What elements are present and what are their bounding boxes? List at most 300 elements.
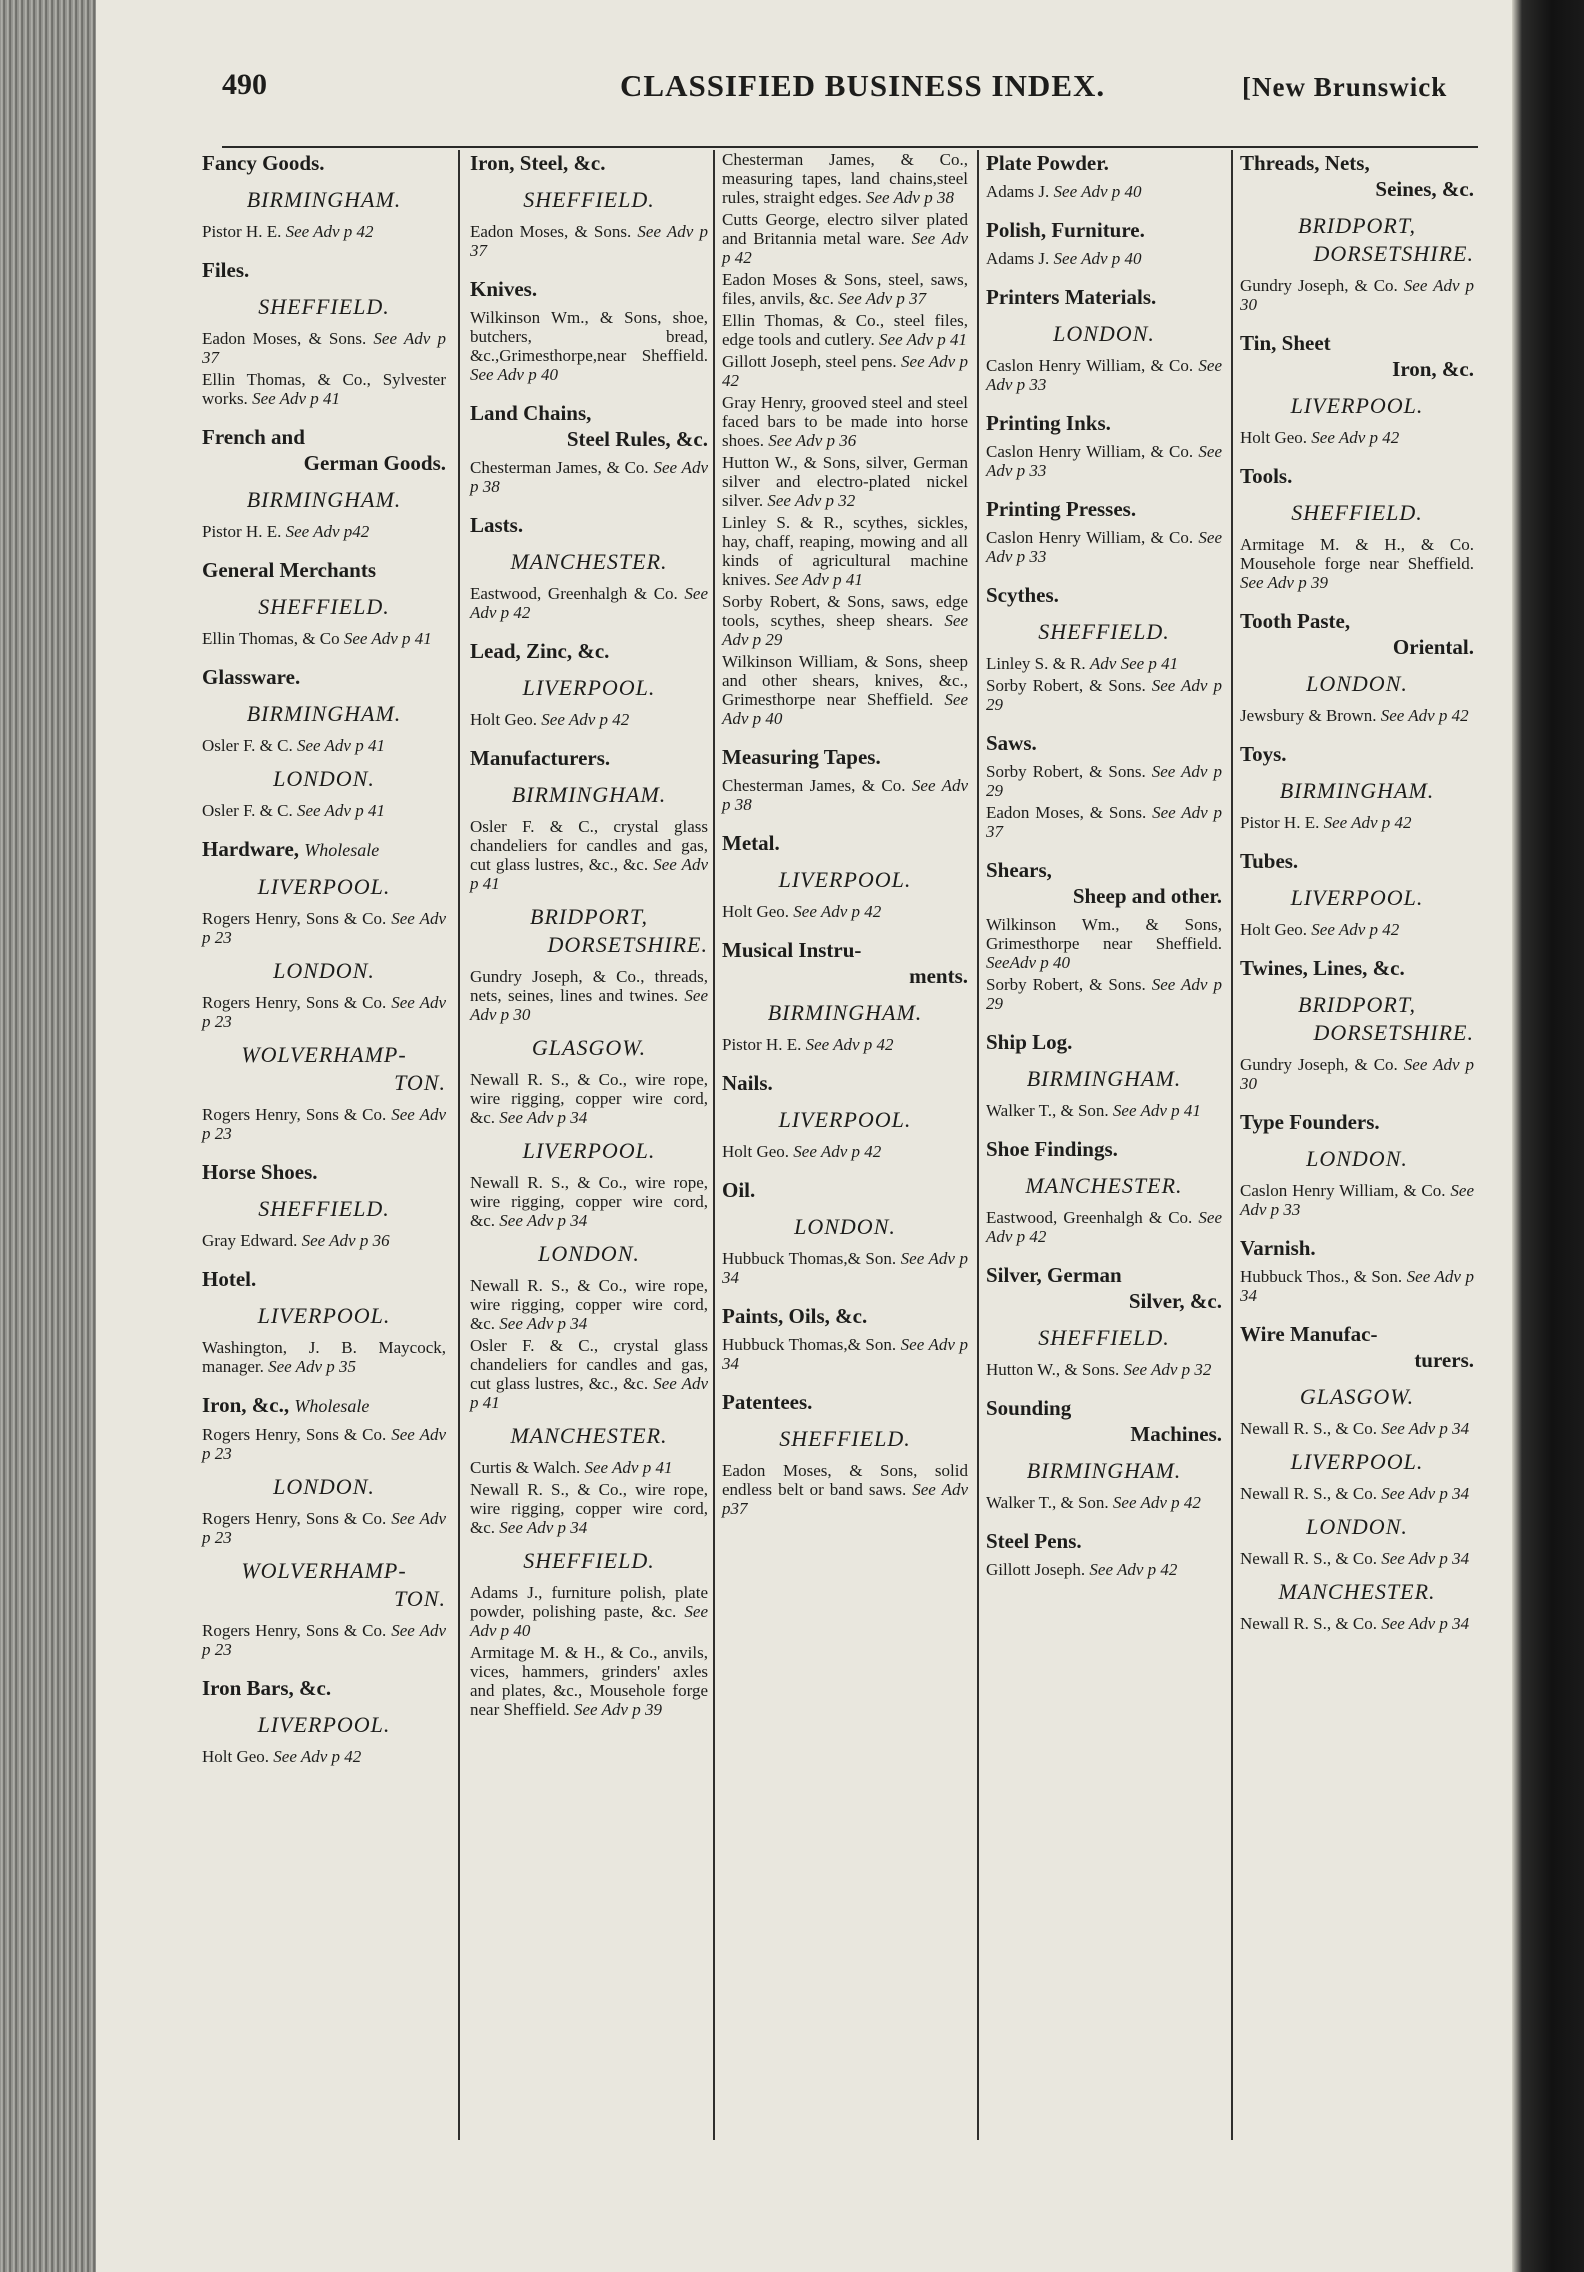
place-name-line: GLASGOW. (531, 1035, 647, 1060)
index-entry (722, 150, 968, 207)
place-name-line: LONDON. (538, 1241, 640, 1266)
place-name (722, 866, 968, 894)
place-name (202, 765, 446, 793)
place-name (470, 903, 708, 959)
index-entry (202, 1425, 446, 1463)
category-heading-line: Lasts. (470, 513, 524, 537)
index-entry (202, 736, 446, 755)
advert-reference: See Adv p 40 (722, 690, 968, 728)
page-number: 490 (222, 68, 267, 101)
place-name (1240, 1383, 1474, 1411)
entry-name: Rogers Henry, Sons & Co. (202, 909, 387, 928)
category-heading-line: General Merchants (202, 558, 376, 582)
index-entry (470, 1480, 708, 1537)
entry-name: Hutton W., & Sons. (986, 1360, 1120, 1379)
category-heading-line: Oil. (722, 1178, 756, 1202)
index-entry (1240, 535, 1474, 592)
index-entry (986, 762, 1222, 800)
advert-reference: See Adv p 41 (296, 736, 385, 755)
place-name (1240, 1448, 1474, 1476)
entry-name: Pistor H. E. (202, 522, 282, 541)
index-entry (722, 592, 968, 649)
place-name-line: LONDON. (273, 766, 375, 791)
index-entry (1240, 1614, 1474, 1633)
book-page-edges (0, 0, 96, 2272)
advert-reference: See Adv p 23 (202, 1509, 446, 1547)
entry-name: Armitage M. & H., & Co., anvils, vices, hammers, grinders' axles and plates, &c., Mousehole forge near Sheffield. (470, 1643, 708, 1719)
advert-reference: SeeAdv p 40 (986, 953, 1071, 972)
entry-name: Linley S. & R. (986, 654, 1086, 673)
place-name-line: LIVERPOOL. (522, 675, 656, 700)
place-name (470, 781, 708, 809)
category-heading-line: Seines, &c. (1375, 177, 1474, 201)
advert-reference: See Adv p 30 (470, 986, 709, 1024)
index-entry (202, 329, 446, 367)
advert-reference: See Adv p 36 (301, 1231, 390, 1250)
column-divider (458, 150, 460, 2140)
index-entry (202, 909, 446, 947)
advert-reference: See Adv p 38 (470, 458, 708, 496)
category-heading (986, 1262, 1222, 1314)
advert-reference: See Adv p 42 (1323, 813, 1412, 832)
advert-reference: See Adv p 42 (793, 902, 882, 921)
place-name-line: BIRMINGHAM. (1026, 1458, 1182, 1483)
place-name-line: BIRMINGHAM. (767, 1000, 923, 1025)
category-heading (986, 1136, 1222, 1162)
index-entry (722, 453, 968, 510)
index-entry (986, 915, 1222, 972)
place-name-line: LIVERPOOL. (1290, 393, 1424, 418)
entry-name: Holt Geo. (1240, 428, 1308, 447)
category-heading-line: Varnish. (1240, 1236, 1316, 1260)
category-heading (1240, 463, 1474, 489)
category-heading (986, 410, 1222, 436)
category-heading (986, 284, 1222, 310)
index-entry (722, 652, 968, 728)
place-name (986, 1324, 1222, 1352)
place-name-line: LONDON. (273, 1474, 375, 1499)
category-heading (722, 1303, 968, 1329)
place-name-line: BRIDPORT, (1298, 213, 1416, 238)
place-name (1240, 777, 1474, 805)
index-entry (986, 975, 1222, 1013)
entry-name: Holt Geo. (722, 902, 790, 921)
entry-name: Hubbuck Thomas,& Son. (722, 1335, 897, 1354)
category-heading-line: Sheep and other. (1072, 884, 1222, 908)
category-heading-line: Iron Bars, &c. (202, 1676, 332, 1700)
index-entry (986, 1493, 1222, 1512)
index-entry (722, 210, 968, 267)
category-note: Wholesale (304, 840, 380, 860)
advert-reference: See Adv p 29 (986, 975, 1222, 1013)
advert-reference: See Adv p 23 (202, 993, 446, 1031)
place-name (986, 1065, 1222, 1093)
place-name-line: WOLVERHAMP- (241, 1042, 407, 1067)
category-heading-line: Oriental. (1392, 635, 1474, 659)
index-entry (722, 270, 968, 308)
index-entry (1240, 1549, 1474, 1568)
place-name (202, 957, 446, 985)
index-entry (202, 1338, 446, 1376)
advert-reference: See Adv p 41 (774, 570, 863, 589)
category-heading-line: Threads, Nets, (1240, 151, 1370, 175)
place-name (722, 1106, 968, 1134)
entry-name: Eastwood, Greenhalgh & Co. (986, 1208, 1193, 1227)
place-name (202, 186, 446, 214)
entry-name: Gray Henry, grooved steel and steel faced bars to be made into horse shoes. (722, 393, 968, 450)
entry-name: Adams J. (986, 249, 1050, 268)
place-name (202, 1557, 446, 1613)
entry-name: Holt Geo. (202, 1747, 270, 1766)
advert-reference: See Adv p 42 (793, 1142, 882, 1161)
category-heading (1240, 1109, 1474, 1135)
place-name (1240, 1578, 1474, 1606)
category-heading-line: Printing Inks. (986, 411, 1111, 435)
index-column-3 (716, 150, 974, 2140)
place-name-line: LIVERPOOL. (257, 1712, 391, 1737)
advert-reference: See Adv p 29 (986, 762, 1222, 800)
place-name (470, 1034, 708, 1062)
running-head (222, 62, 1478, 118)
place-name-line: SHEFFIELD. (1291, 500, 1423, 525)
advert-reference: See Adv p 42 (1380, 706, 1469, 725)
index-entry (722, 513, 968, 589)
entry-name: Ellin Thomas, & Co., Sylvester works. (202, 370, 446, 408)
advert-reference: See Adv p 29 (722, 611, 968, 649)
place-name-line: LONDON. (1306, 671, 1408, 696)
place-name-line: SHEFFIELD. (258, 294, 390, 319)
place-name (722, 1213, 968, 1241)
entry-name: Sorby Robert, & Sons, saws, edge tools, scythes, sheep shears. (722, 592, 968, 630)
entry-name: Chesterman James, & Co. (722, 776, 906, 795)
index-entry (986, 356, 1222, 394)
advert-reference: Adv See p 41 (1089, 654, 1179, 673)
index-column-5 (1234, 150, 1480, 2140)
place-name (470, 1422, 708, 1450)
index-entry (1240, 1055, 1474, 1093)
index-entry (1240, 276, 1474, 314)
index-entry (986, 528, 1222, 566)
place-name (1240, 991, 1474, 1047)
place-name (202, 293, 446, 321)
category-heading-line: Musical Instru- (722, 938, 862, 962)
category-heading (986, 1528, 1222, 1554)
advert-reference: See Adv p 39 (1240, 573, 1328, 592)
advert-reference: See Adv p 23 (202, 1425, 446, 1463)
entry-name: Linley S. & R., scythes, sickles, hay, chaff, reaping, mowing and all kinds of agricultural machine knives. (722, 513, 968, 589)
category-heading-line: Nails. (722, 1071, 773, 1095)
advert-reference: See Adv p 42 (470, 584, 708, 622)
place-name-line: LIVERPOOL. (257, 874, 391, 899)
category-heading-line: Scythes. (986, 583, 1059, 607)
advert-reference: See Adv p 37 (202, 329, 447, 367)
category-heading-line: Shears, (986, 858, 1052, 882)
place-name-line: LIVERPOOL. (778, 1107, 912, 1132)
index-column-4 (980, 150, 1228, 2140)
category-heading-line: Horse Shoes. (202, 1160, 318, 1184)
place-name-line: MANCHESTER. (510, 1423, 668, 1448)
index-entry (1240, 428, 1474, 447)
category-heading (202, 1159, 446, 1185)
category-heading (986, 496, 1222, 522)
advert-reference: See Adv p 34 (1381, 1419, 1470, 1438)
index-entry (986, 1360, 1222, 1379)
place-name-line: LIVERPOOL. (257, 1303, 391, 1328)
category-heading-line: Patentees. (722, 1390, 813, 1414)
place-name-line: LONDON. (1306, 1514, 1408, 1539)
category-heading (722, 744, 968, 770)
category-heading-line: Tooth Paste, (1240, 609, 1351, 633)
advert-reference: See Adv p 42 (273, 1747, 362, 1766)
advert-reference: See Adv p 40 (1053, 182, 1142, 201)
category-heading-line: Printers Materials. (986, 285, 1157, 309)
advert-reference: See Adv p 23 (202, 1621, 446, 1659)
category-heading-line: Type Founders. (1240, 1110, 1380, 1134)
index-entry (202, 1231, 446, 1250)
advert-reference: See Adv p 37 (470, 222, 709, 260)
advert-reference: See Adv p 35 (268, 1357, 357, 1376)
index-entry (202, 1621, 446, 1659)
advert-reference: See Adv p 42 (722, 229, 968, 267)
column-divider (977, 150, 979, 2140)
advert-reference: See Adv p 42 (285, 222, 374, 241)
entry-name: Walker T., & Son. (986, 1493, 1109, 1512)
category-heading (986, 1395, 1222, 1447)
page-title: CLASSIFIED BUSINESS INDEX. (620, 68, 1106, 103)
advert-reference: See Adv p 41 (470, 855, 708, 893)
entry-name: Pistor H. E. (202, 222, 282, 241)
category-heading-line: Files. (202, 258, 250, 282)
advert-reference: See Adv p 34 (1381, 1484, 1470, 1503)
place-name-line: SHEFFIELD. (258, 594, 390, 619)
region-label: [New Brunswick (1242, 72, 1448, 102)
entry-name: Pistor H. E. (722, 1035, 802, 1054)
advert-reference: See Adv p 42 (1311, 920, 1400, 939)
advert-reference: See Adv p42 (285, 522, 370, 541)
advert-reference: See Adv p 34 (1381, 1549, 1470, 1568)
index-entry (722, 352, 968, 390)
place-name (202, 1302, 446, 1330)
advert-reference: See Adv p 34 (499, 1314, 588, 1333)
place-name (470, 548, 708, 576)
entry-name: Osler F. & C. (202, 801, 293, 820)
place-name-line: SHEFFIELD. (779, 1426, 911, 1451)
entry-name: Osler F. & C., crystal glass chandeliers for candles and gas, cut glass lustres, &c., &c. (470, 817, 708, 874)
category-heading-line: Sounding (986, 1396, 1072, 1420)
category-heading-line: Tin, Sheet (1240, 331, 1331, 355)
advert-reference: See Adv p 41 (252, 389, 341, 408)
book-gutter-shadow (1512, 0, 1584, 2272)
index-entry (722, 1142, 968, 1161)
place-name-line: SHEFFIELD. (1038, 619, 1170, 644)
category-heading (1240, 741, 1474, 767)
advert-reference: See Adv p 42 (541, 710, 630, 729)
entry-name: Caslon Henry William, & Co. (1240, 1181, 1446, 1200)
advert-reference: See Adv p 42 (722, 352, 969, 390)
place-name (1240, 1145, 1474, 1173)
category-heading-line: Steel Pens. (986, 1529, 1082, 1553)
index-entry (722, 1461, 968, 1518)
index-entry (1240, 920, 1474, 939)
index-entry (202, 370, 446, 408)
place-name (202, 873, 446, 901)
advert-reference: See Adv p 38 (722, 776, 969, 814)
place-name (722, 999, 968, 1027)
index-entry (722, 902, 968, 921)
place-name (470, 1240, 708, 1268)
index-column-2 (464, 150, 714, 2140)
header-rule (222, 146, 1478, 148)
category-heading (986, 217, 1222, 243)
entry-name: Osler F. & C., crystal glass chandeliers for candles and gas, cut glass lustres, &c., &c. (470, 1336, 708, 1393)
category-heading-line: German Goods. (303, 451, 446, 475)
entry-name: Newall R. S., & Co. (1240, 1484, 1377, 1503)
entry-name: Wilkinson William, & Sons, sheep and other shears, knives, &c., Grimesthorpe near Sheffield. (722, 652, 968, 709)
category-heading-line: Lead, Zinc, &c. (470, 639, 610, 663)
place-name (202, 486, 446, 514)
advert-reference: See Adv p 40 (470, 1602, 708, 1640)
category-heading-line: Tools. (1240, 464, 1293, 488)
place-name (202, 1711, 446, 1739)
place-name (1240, 670, 1474, 698)
entry-name: Osler F. & C. (202, 736, 293, 755)
index-entry (722, 393, 968, 450)
category-heading (202, 557, 446, 583)
index-entry (986, 182, 1222, 201)
category-heading-line: Paints, Oils, &c. (722, 1304, 868, 1328)
entry-name: Cutts George, electro silver plated and Britannia metal ware. (722, 210, 968, 248)
entry-name: Hutton W., & Sons, silver, German silver and electro-plated nickel silver. (722, 453, 968, 510)
category-heading-line: ments. (909, 964, 968, 988)
entry-name: Chesterman James, & Co. (470, 458, 649, 477)
category-heading-line: Toys. (1240, 742, 1287, 766)
place-name (1240, 392, 1474, 420)
entry-name: Adams J., furniture polish, plate powder, polishing paste, &c. (470, 1583, 708, 1621)
category-heading (470, 276, 708, 302)
category-heading (470, 150, 708, 176)
advert-reference: See Adv p 23 (202, 1105, 446, 1143)
category-heading-line: Twines, Lines, &c. (1240, 956, 1405, 980)
advert-reference: See Adv p 42 (1311, 428, 1400, 447)
category-heading (1240, 1321, 1474, 1373)
entry-name: Holt Geo. (470, 710, 538, 729)
index-entry (202, 993, 446, 1031)
entry-name: Wilkinson Wm., & Sons, Grimesthorpe near Sheffield. (986, 915, 1222, 953)
place-name-line: GLASGOW. (1299, 1384, 1415, 1409)
entry-name: Wilkinson Wm., & Sons, shoe, butchers, bread, &c.,Grimesthorpe,near Sheffield. (470, 308, 708, 365)
place-name-line: DORSETSHIRE. (1313, 241, 1474, 266)
advert-reference: See Adv p 36 (768, 431, 857, 450)
entry-name: Newall R. S., & Co., wire rope, wire rigging, copper wire cord, &c. (470, 1173, 708, 1230)
index-entry (202, 801, 446, 820)
place-name (986, 618, 1222, 646)
category-heading-line: Tubes. (1240, 849, 1299, 873)
entry-name: Gundry Joseph, & Co. (1240, 1055, 1398, 1074)
entry-name: Gillott Joseph. (986, 1560, 1086, 1579)
entry-name: Jewsbury & Brown. (1240, 706, 1377, 725)
place-name-line: DORSETSHIRE. (1313, 1020, 1474, 1045)
index-entry (202, 222, 446, 241)
place-name-line: BIRMINGHAM. (246, 701, 402, 726)
advert-reference: See Adv p 37 (986, 803, 1222, 841)
index-entry (986, 1208, 1222, 1246)
advert-reference: See Adv p 34 (722, 1249, 968, 1287)
category-heading (722, 1177, 968, 1203)
category-heading-line: Silver, &c. (1128, 1289, 1222, 1313)
category-heading-line: Wire Manufac- (1240, 1322, 1378, 1346)
category-heading (986, 857, 1222, 909)
place-name-line: BRIDPORT, (530, 904, 648, 929)
index-entry (470, 1643, 708, 1719)
entry-name: Newall R. S., & Co., wire rope, wire rigging, copper wire cord, &c. (470, 1070, 708, 1127)
category-heading-line: Steel Rules, &c. (566, 427, 708, 451)
advert-reference: See Adv p 40 (470, 365, 558, 384)
category-heading (722, 937, 968, 989)
place-name-line: MANCHESTER. (510, 549, 668, 574)
category-heading (722, 830, 968, 856)
advert-reference: See Adv p 41 (296, 801, 385, 820)
entry-name: Walker T., & Son. (986, 1101, 1109, 1120)
place-name (1240, 1513, 1474, 1541)
advert-reference: See Adv p 32 (767, 491, 856, 510)
entry-name: Hubbuck Thomas,& Son. (722, 1249, 897, 1268)
index-entry (470, 710, 708, 729)
entry-name: Newall R. S., & Co. (1240, 1549, 1377, 1568)
category-note: Wholesale (294, 1396, 370, 1416)
place-name (986, 1172, 1222, 1200)
entry-name: Sorby Robert, & Sons. (986, 762, 1146, 781)
entry-name: Newall R. S., & Co., wire rope, wire rigging, copper wire cord, &c. (470, 1276, 708, 1333)
entry-name: Eastwood, Greenhalgh & Co. (470, 584, 678, 603)
place-name-line: BIRMINGHAM. (1026, 1066, 1182, 1091)
index-entry (470, 1458, 708, 1477)
entry-name: Newall R. S., & Co. (1240, 1419, 1377, 1438)
entry-name: Gray Edward. (202, 1231, 298, 1250)
entry-name: Rogers Henry, Sons & Co. (202, 1105, 387, 1124)
place-name-line: MANCHESTER. (1278, 1579, 1436, 1604)
place-name-line: TON. (394, 1586, 446, 1611)
advert-reference: See Adv p 41 (1112, 1101, 1201, 1120)
category-heading (1240, 1235, 1474, 1261)
entry-name: Newall R. S., & Co., wire rope, wire rigging, copper wire cord, &c. (470, 1480, 708, 1537)
index-entry (986, 1101, 1222, 1120)
category-heading (202, 664, 446, 690)
advert-reference: See Adv p 29 (986, 676, 1222, 714)
category-heading-line: Iron, &c. (1392, 357, 1474, 381)
advert-reference: See Adv p 33 (1240, 1181, 1474, 1219)
place-name (1240, 499, 1474, 527)
entry-name: Pistor H. E. (1240, 813, 1320, 832)
category-heading (1240, 150, 1474, 202)
category-heading-line: Silver, German (986, 1263, 1122, 1287)
category-heading-line: Manufacturers. (470, 746, 611, 770)
place-name-line: BIRMINGHAM. (246, 487, 402, 512)
advert-reference: See Adv p 34 (499, 1108, 588, 1127)
category-heading (202, 424, 446, 476)
advert-reference: See Adv p 32 (1123, 1360, 1212, 1379)
entry-name: Chesterman James, & Co., measuring tapes, land chains,steel rules, straight edges. (722, 150, 968, 207)
advert-reference: See Adv p 34 (1381, 1614, 1470, 1633)
entry-name: Rogers Henry, Sons & Co. (202, 993, 387, 1012)
place-name-line: BIRMINGHAM. (511, 782, 667, 807)
place-name-line: LONDON. (1306, 1146, 1408, 1171)
category-heading (470, 400, 708, 452)
index-entry (470, 1173, 708, 1230)
place-name-line: LIVERPOOL. (1290, 1449, 1424, 1474)
entry-name: Ellin Thomas, & Co., steel files, edge tools and cutlery. (722, 311, 968, 349)
category-heading-line: Metal. (722, 831, 780, 855)
advert-reference: See Adv p 30 (1240, 276, 1474, 314)
